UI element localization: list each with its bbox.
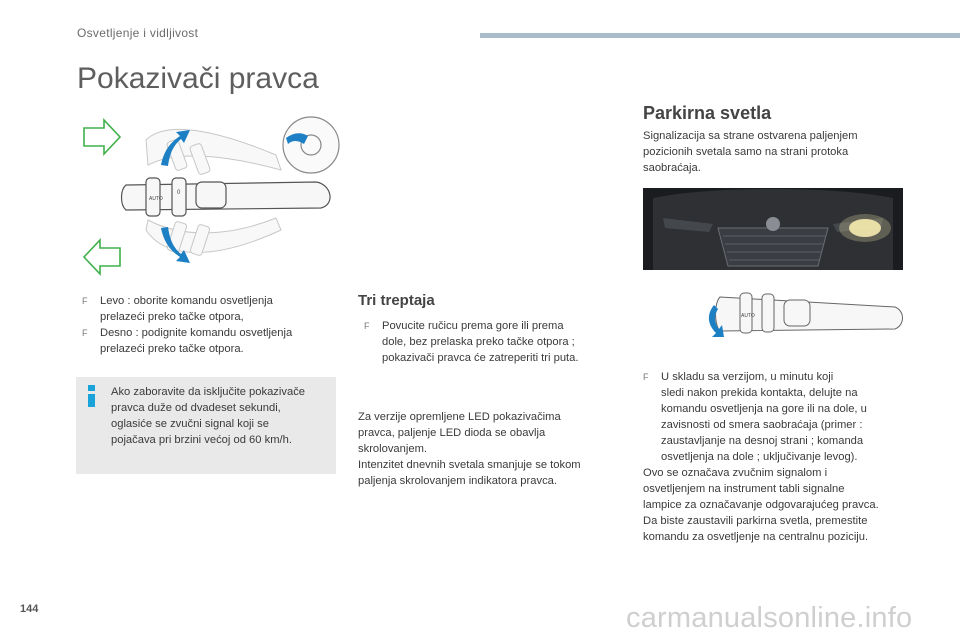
header-accent-bar [480,33,960,38]
text-line: komandu osvetljenja na gore ili na dole, u [661,403,867,415]
turn-signal-illustration [76,110,366,285]
left-bullet-list [82,293,342,357]
text-line: komandu za osvetljenje na centralnu poziciju. [643,531,869,543]
text-line: lampice za označavanje odgovarajućeg pravca. [643,499,879,511]
text-line: Za verzije opremljene LED pokazivačima [358,411,561,423]
text-line: Levo : oborite komandu osvetljenja [100,295,273,307]
text-line: pravca duže od dvadeset sekundi, [111,402,281,414]
bullet-left-turn [82,293,342,325]
info-icon [87,385,96,407]
text-line: osvetljenja na dole ; uključivanje levog). [661,451,858,463]
text-line: paljenja skrolovanjem indikatora pravca. [358,475,557,487]
text-line: prelazeći preko tačke otpora, [100,311,244,323]
text-line: Intenzitet dnevnih svetala smanjuje se tokom [358,459,581,471]
right-arrow-icon [84,120,120,154]
page-title: Pokazivači pravca [77,62,319,95]
text-line: zaustavljanje na desnoj strani ; komanda [661,435,864,447]
car-front-photo [643,188,903,270]
bullet-marker: F [364,321,370,331]
text-line: zavisnosti od smera saobraćaja (primer : [661,419,863,431]
text-line: Signalizacija sa strane ostvarena paljenjem [643,130,858,142]
text-line: Da biste zaustavili parkirna svetla, premestite [643,515,868,527]
text-line: skrolovanjem. [358,443,428,455]
text-line: Povucite ručicu prema gore ili prema [382,320,564,332]
text-line: dole, bez prelaska preko tačke otpora ; [382,336,575,348]
led-paragraph [358,409,618,489]
middle-bullet [364,318,614,366]
stalk-auto-label: AUTO [741,313,755,319]
parking-after-paragraph [643,465,918,545]
stalk-off-label: 0 [177,190,181,196]
page-number: 144 [20,603,39,615]
text-line: pojačava pri brzini većoj od 60 km/h. [111,434,292,446]
text-line: Ovo se označava zvučnim signalom i [643,467,828,479]
text-line: pokazivači pravca će zatreperiti tri puta. [382,352,579,364]
bullet-parking-activation [643,369,913,465]
section-title-tri-treptaja: Tri treptaja [358,292,435,309]
info-text [111,384,333,448]
text-line: sledi nakon prekida kontakta, delujte na [661,387,858,399]
stalk-auto-label: AUTO [149,196,163,202]
text-line: saobraćaja. [643,162,701,174]
left-arrow-icon [84,240,120,274]
bullet-marker: F [82,328,88,338]
bullet-marker: F [82,296,88,306]
text-line: Desno : podignite komandu osvetljenja [100,327,293,339]
watermark: carmanualsonline.info [626,602,913,634]
text-line: Ako zaboravite da isključite pokazivače [111,386,306,398]
parking-bullet [643,369,913,465]
section-header: Osvetljenje i vidljivost [77,26,199,40]
bullet-marker: F [643,372,649,382]
text-line: osvetljenjem na instrument tabli signalne [643,483,845,495]
parking-intro [643,128,913,176]
text-line: pravca, paljenje LED dioda se obavlja [358,427,546,439]
text-line: prelazeći preko tačke otpora. [100,343,244,355]
text-line: oglasiće se zvučni signal koji se [111,418,269,430]
bullet-right-turn [82,325,342,357]
brand-emblem-icon [766,217,780,231]
text-line: U skladu sa verzijom, u minutu koji [661,371,834,383]
section-title-parkirna-svetla: Parkirna svetla [643,103,772,123]
parking-stalk-illustration [700,285,910,350]
bullet-three-flashes [364,318,614,366]
steering-wheel-thumbnail [283,117,339,173]
text-line: pozicionih svetala samo na strani protoka [643,146,849,158]
